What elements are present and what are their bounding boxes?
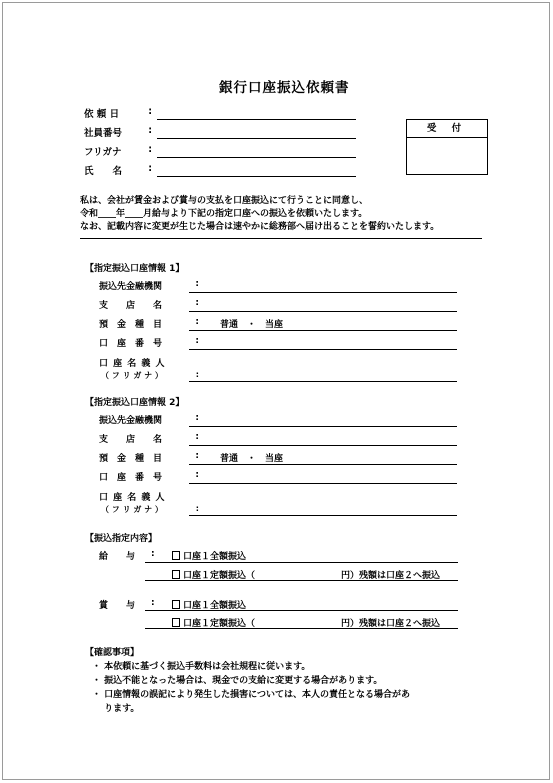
account2-branch-label: 支 店 名 :	[99, 432, 199, 445]
salary-option-full[interactable]: 口座１全額振込	[172, 549, 246, 562]
form-title: 銀行口座振込依頼書	[219, 80, 350, 96]
account2-holder-kana-label: （ フ リ ガ ナ ） :	[101, 504, 199, 514]
intro-line-2: 令和____年____月給与より下記の指定口座への振込を依頼いたします。	[80, 209, 368, 219]
employee-number-label: 社員番号 :	[84, 125, 152, 139]
notes-heading: 【確認事項】	[85, 648, 140, 658]
account1-bank-field[interactable]	[189, 292, 457, 293]
account1-type-label: 預 金 種 目 :	[99, 317, 199, 330]
receipt-box-label: 受 付	[407, 120, 487, 138]
bonus-colon: :	[151, 598, 155, 608]
bonus-fixed-checkbox[interactable]	[172, 618, 180, 627]
request-date-field[interactable]	[157, 119, 356, 120]
salary-option2-line	[145, 580, 458, 581]
account1-branch-label: 支 店 名 :	[99, 298, 199, 311]
salary-full-checkbox[interactable]	[172, 551, 180, 560]
name-field[interactable]	[157, 176, 356, 177]
furigana-label: フリガナ :	[84, 144, 152, 158]
account2-holder-label: 口 座 名 義 人	[99, 493, 166, 503]
employee-number-field[interactable]	[157, 138, 356, 139]
account1-type-options[interactable]: 普通 ・ 当座	[220, 320, 284, 330]
account2-number-field[interactable]	[189, 483, 457, 484]
bonus-label: 賞 与	[99, 601, 136, 611]
account2-type-options[interactable]: 普通 ・ 当座	[220, 454, 284, 464]
note-item-3: ・ 口座情報の誤記により発生した損害については、本人の責任となる場合があ	[92, 690, 410, 700]
salary-colon: :	[151, 549, 155, 559]
salary-option-fixed[interactable]: 口座１定額振込（	[172, 568, 255, 581]
intro-line-1: 私は、会社が賃金および賞与の支払を口座振込にて行うことに同意し、	[80, 196, 369, 206]
salary-option1-line	[145, 562, 458, 563]
furigana-field[interactable]	[157, 157, 356, 158]
account1-holder-kana-label: （ フ リ ガ ナ ） :	[101, 370, 199, 380]
name-label: 氏 名 :	[84, 163, 152, 177]
account2-number-label: 口 座 番 号 :	[99, 470, 199, 483]
account1-number-label: 口 座 番 号 :	[99, 336, 199, 349]
account1-holder-field[interactable]	[189, 381, 457, 382]
account1-branch-field[interactable]	[189, 311, 457, 312]
account2-holder-field[interactable]	[189, 515, 457, 516]
note-item-1: ・ 本依頼に基づく振込手数料は会社規程に従います。	[92, 662, 311, 672]
salary-label: 給 与	[99, 552, 136, 562]
receipt-stamp-box	[406, 119, 488, 175]
account2-heading: 【指定振込口座情報 2】	[85, 398, 185, 408]
account1-holder-label: 口 座 名 義 人	[99, 359, 166, 369]
bonus-option-full[interactable]: 口座１全額振込	[172, 598, 246, 611]
account2-type-label: 預 金 種 目 :	[99, 451, 199, 464]
account2-bank-field[interactable]	[189, 426, 457, 427]
bonus-option2-line	[145, 628, 458, 629]
request-date-label: 依 頼 日 :	[84, 106, 152, 120]
salary-option-fixed-suffix: 円）残額は口座２へ振込	[341, 571, 441, 581]
account1-bank-label: 振込先金融機関 :	[99, 279, 199, 292]
intro-line-3: なお、記載内容に変更が生じた場合は速やかに総務部へ届け出ることを誓約いたします。	[80, 222, 440, 232]
account1-type-field	[189, 330, 457, 331]
account2-type-field	[189, 464, 457, 465]
bonus-full-checkbox[interactable]	[172, 600, 180, 609]
account1-number-field[interactable]	[189, 349, 457, 350]
account2-bank-label: 振込先金融機関 :	[99, 413, 199, 426]
bonus-option-fixed-suffix: 円）残額は口座２へ振込	[341, 619, 441, 629]
account2-branch-field[interactable]	[189, 445, 457, 446]
bonus-option-fixed[interactable]: 口座１定額振込（	[172, 616, 255, 629]
designation-heading: 【振込指定内容】	[85, 534, 158, 544]
note-item-2: ・ 振込不能となった場合は、現金での支給に変更する場合があります。	[92, 676, 383, 686]
intro-divider	[80, 238, 482, 239]
note-item-3-cont: ります。	[92, 704, 140, 714]
bonus-option1-line	[145, 610, 458, 611]
account1-heading: 【指定振込口座情報 1】	[85, 264, 185, 274]
salary-fixed-checkbox[interactable]	[172, 570, 180, 579]
